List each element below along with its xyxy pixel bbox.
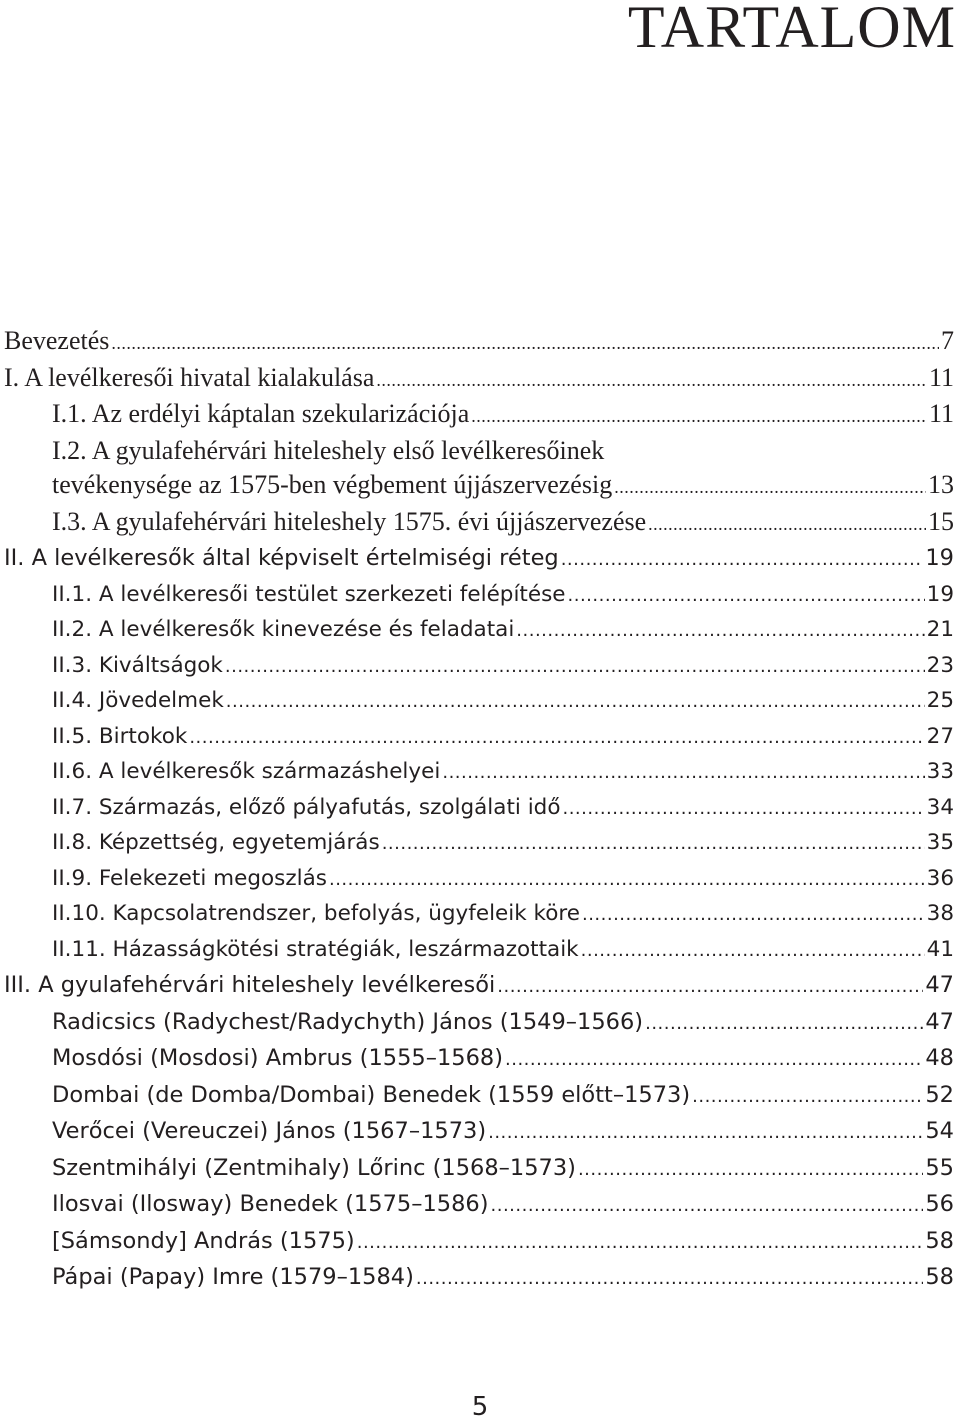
dot-leader xyxy=(581,934,925,969)
toc-entry xyxy=(4,1078,954,1115)
toc-entry xyxy=(4,613,954,649)
toc-entry-label: II.7. Származás, előző pályafutás, szolgálati idő xyxy=(52,794,561,820)
toc-entry xyxy=(4,578,954,614)
toc-page-number: 19 xyxy=(925,545,954,571)
toc-page-number: 55 xyxy=(925,1154,954,1181)
toc-page-number: 34 xyxy=(926,794,954,820)
toc-page-number: 58 xyxy=(925,1264,954,1290)
toc-page-number: 41 xyxy=(926,936,954,962)
toc-page-number: 33 xyxy=(926,759,954,784)
toc-entry xyxy=(4,1260,954,1297)
dot-leader xyxy=(568,579,925,614)
toc-page-number: 56 xyxy=(925,1191,954,1217)
dot-leader xyxy=(189,721,924,756)
toc-entry xyxy=(4,1224,954,1261)
dot-leader xyxy=(614,470,926,505)
dot-leader xyxy=(692,1080,923,1115)
dot-leader xyxy=(471,399,927,434)
dot-leader xyxy=(648,507,926,542)
dot-leader xyxy=(516,614,924,649)
toc-page-number: 35 xyxy=(926,830,954,855)
toc-page-number: 47 xyxy=(925,1008,954,1035)
toc-entry xyxy=(4,933,954,969)
dot-leader xyxy=(226,685,925,720)
toc-entry-label: Szentmihályi (Zentmihaly) Lőrinc (1568–1573) xyxy=(52,1154,576,1181)
dot-leader xyxy=(561,543,924,578)
toc-page-number: 21 xyxy=(926,617,954,642)
toc-entry-label: I.1. Az erdélyi káptalan szekularizációja xyxy=(52,399,470,428)
dot-leader xyxy=(442,756,924,791)
dot-leader xyxy=(225,650,925,685)
toc-page-number: 38 xyxy=(926,901,954,926)
toc-entry-label: I.3. A gyulafehérvári hiteleshely 1575. évi újjászervezése xyxy=(52,506,647,536)
toc-entry-label: Radicsics (Radychest/Radychyth) János (1549–1566) xyxy=(52,1008,644,1035)
dot-leader xyxy=(645,1007,923,1042)
toc-page-number: 27 xyxy=(926,723,954,749)
toc-entry xyxy=(4,720,954,756)
dot-leader xyxy=(382,827,925,862)
dot-leader xyxy=(416,1262,923,1297)
page-title: TARTALOM xyxy=(627,0,956,60)
toc-page-number: 54 xyxy=(925,1118,954,1144)
toc-entry-label: Dombai (de Domba/Dombai) Benedek (1559 előtt–1573) xyxy=(52,1081,691,1108)
toc-entry xyxy=(4,755,954,791)
toc-page-number: 7 xyxy=(941,326,954,355)
toc-entry-label: II.4. Jövedelmek xyxy=(52,688,224,713)
toc-entry xyxy=(4,862,954,898)
toc-entry-label: tevékenysége az 1575-ben végbement újjászervezésig xyxy=(52,470,613,499)
toc-page-number: 11 xyxy=(928,399,954,428)
toc-entry-label: II.1. A levélkeresői testület szerkezeti felépítése xyxy=(52,581,566,607)
toc-entry xyxy=(4,897,954,933)
toc-entry-label: Ilosvai (Ilosway) Benedek (1575–1586) xyxy=(52,1191,489,1217)
dot-leader xyxy=(111,326,939,361)
dot-leader xyxy=(582,898,925,933)
toc-entry xyxy=(4,649,954,685)
toc-entry-label: II.11. Házasságkötési stratégiák, leszármazottaik xyxy=(52,936,579,962)
toc-page-number: 58 xyxy=(925,1227,954,1254)
toc-page-number: 48 xyxy=(925,1045,954,1071)
toc-entry-label: I.2. A gyulafehérvári hiteleshely első levélkeresőinek xyxy=(52,435,605,465)
toc-page-number: 47 xyxy=(925,972,954,998)
toc-entry xyxy=(4,684,954,720)
toc-page-number: 13 xyxy=(928,470,954,499)
toc-entry xyxy=(4,1187,954,1224)
toc-entry xyxy=(4,397,954,434)
toc-page-number: 19 xyxy=(926,581,954,607)
toc-page-number: 15 xyxy=(928,506,954,536)
dot-leader xyxy=(562,792,924,827)
toc-entry-label: II.10. Kapcsolatrendszer, befolyás, ügyfeleik köre xyxy=(52,901,580,926)
dot-leader xyxy=(376,363,927,398)
toc-entry-label: II.6. A levélkeresők származáshelyei xyxy=(52,759,441,784)
toc-entry xyxy=(4,968,954,1005)
dot-leader xyxy=(491,1189,924,1224)
dot-leader xyxy=(578,1153,923,1188)
toc-entry xyxy=(4,1151,954,1188)
toc-entry xyxy=(4,826,954,862)
toc-entry-label: II.9. Felekezeti megoszlás xyxy=(52,865,327,891)
toc-entry xyxy=(4,1005,954,1042)
toc-entry-label: [Sámsondy] András (1575) xyxy=(52,1227,355,1254)
toc-entry xyxy=(4,434,954,469)
dot-leader xyxy=(505,1043,923,1078)
toc-entry-label: II.2. A levélkeresők kinevezése és feladatai xyxy=(52,617,515,642)
toc-entry xyxy=(4,324,954,361)
toc-entry-label: Mosdósi (Mosdosi) Ambrus (1555–1568) xyxy=(52,1045,504,1071)
toc-entry xyxy=(4,1114,954,1151)
toc-entry-label: II.8. Képzettség, egyetemjárás xyxy=(52,830,380,855)
toc-entry-label: Bevezetés xyxy=(4,326,110,355)
toc-entry-label: III. A gyulafehérvári hiteleshely levélkeresői xyxy=(4,972,496,998)
toc-entry xyxy=(4,361,954,398)
dot-leader xyxy=(488,1116,923,1151)
dot-leader xyxy=(357,1226,924,1261)
toc-page-number: 52 xyxy=(925,1081,954,1108)
toc-page-number: 36 xyxy=(926,865,954,891)
toc-page-number: 23 xyxy=(926,652,954,678)
dot-leader xyxy=(497,970,923,1005)
toc-entry-label: Verőcei (Vereuczei) János (1567–1573) xyxy=(52,1118,487,1144)
toc-entry-label: I. A levélkeresői hivatal kialakulása xyxy=(4,362,375,392)
toc-entry-label: Pápai (Papay) Imre (1579–1584) xyxy=(52,1264,414,1290)
toc-entry-label: II.5. Birtokok xyxy=(52,723,188,749)
toc-entry-label: II. A levélkeresők által képviselt értelmiségi réteg xyxy=(4,545,559,571)
toc-entry xyxy=(4,505,954,542)
toc-entry xyxy=(4,1041,954,1078)
toc-entry xyxy=(4,791,954,827)
toc-entry xyxy=(4,541,954,578)
toc-entry xyxy=(4,468,954,505)
toc-page-number: 25 xyxy=(926,688,954,713)
toc-page-number: 11 xyxy=(928,362,954,392)
footer-page-number: 5 xyxy=(471,1392,489,1422)
toc-entry-label: II.3. Kiváltságok xyxy=(52,652,223,678)
table-of-contents xyxy=(4,324,954,1297)
dot-leader xyxy=(329,863,925,898)
